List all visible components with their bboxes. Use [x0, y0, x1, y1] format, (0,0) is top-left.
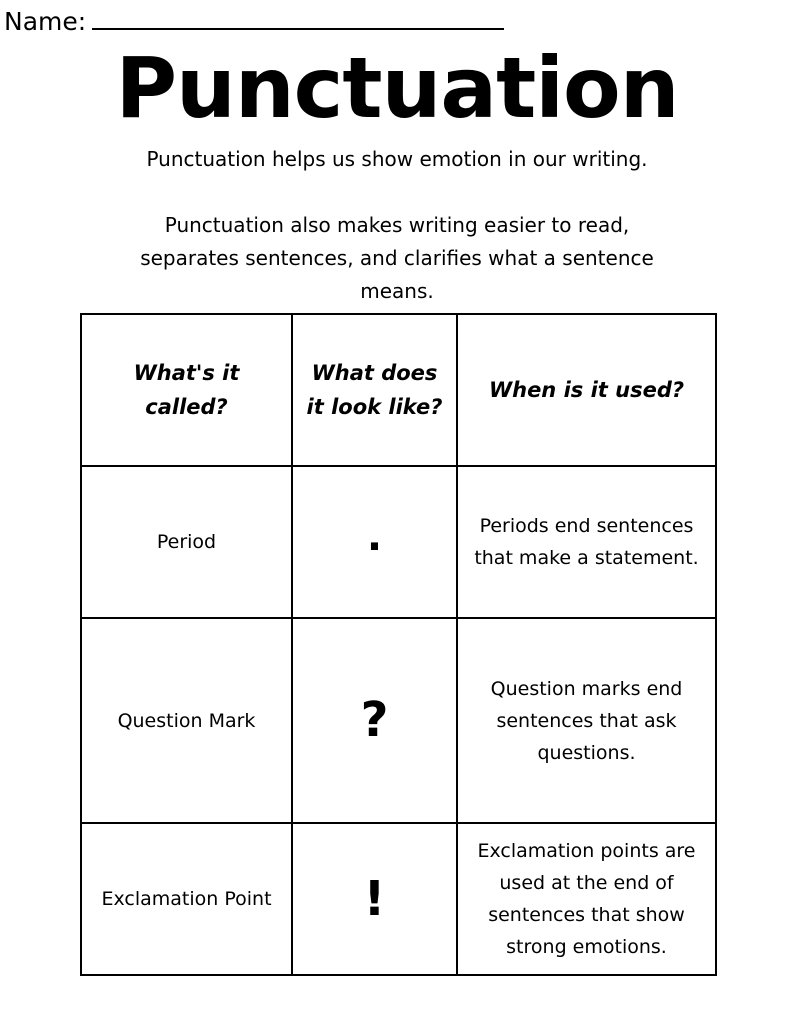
- punctuation-usage: Exclamation points are used at the end of sentences that show strong emotions.: [457, 823, 716, 975]
- punctuation-usage: Question marks end sentences that ask questions.: [457, 618, 716, 823]
- question-mark-symbol: ?: [360, 692, 389, 748]
- punctuation-symbol-cell: [292, 618, 457, 823]
- table-header-row: [81, 314, 716, 466]
- exclamation-point-symbol: !: [363, 870, 386, 927]
- table-row: [81, 618, 716, 823]
- header-name: What's it called?: [81, 314, 292, 466]
- intro-paragraph-1: Punctuation helps us show emotion in our writing.: [146, 147, 648, 171]
- punctuation-usage: Periods end sentences that make a statement.: [457, 466, 716, 618]
- name-blank-line[interactable]: [92, 6, 504, 30]
- punctuation-symbol-cell: [292, 823, 457, 975]
- table-row: [81, 466, 716, 618]
- header-usage: When is it used?: [457, 314, 716, 466]
- header-look: What does it look like?: [292, 314, 457, 466]
- page-title: Punctuation: [115, 39, 679, 137]
- punctuation-symbol-cell: [292, 466, 457, 618]
- name-label: Name:: [4, 7, 87, 36]
- table-row: [81, 823, 716, 975]
- punctuation-table: [80, 313, 717, 976]
- punctuation-name: Question Mark: [81, 618, 292, 823]
- punctuation-name: Exclamation Point: [81, 823, 292, 975]
- punctuation-name: Period: [81, 466, 292, 618]
- period-symbol: .: [366, 513, 383, 560]
- intro-paragraph-2: Punctuation also makes writing easier to read, separates sentences, and clarifies what a sentence means.: [140, 213, 654, 303]
- name-field: [4, 4, 504, 40]
